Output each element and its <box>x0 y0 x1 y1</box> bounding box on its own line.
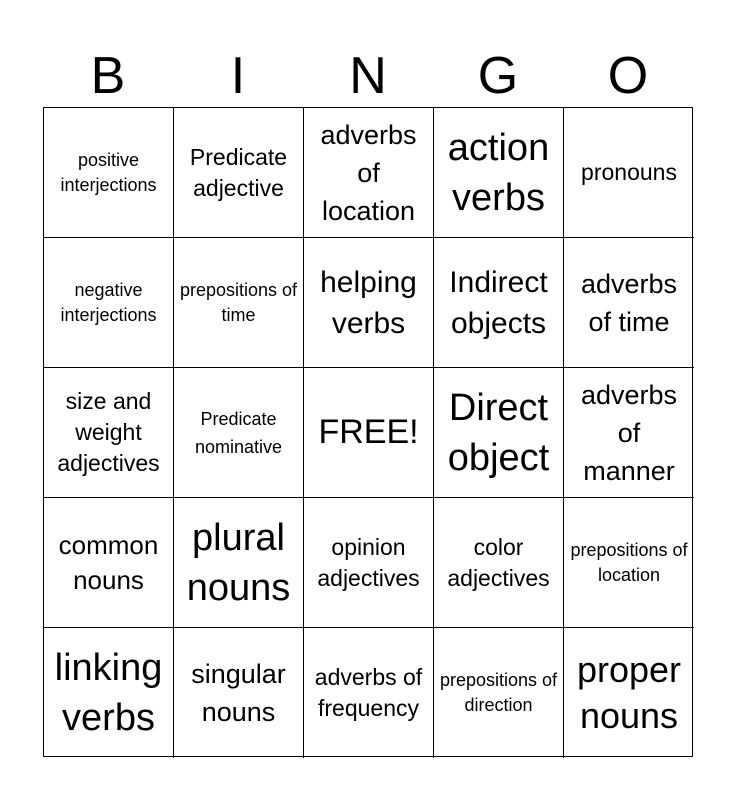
bingo-board <box>43 107 693 757</box>
bingo-cell-r2c1[interactable] <box>44 238 174 368</box>
bingo-cell-text: adverbs of manner <box>580 379 678 486</box>
bingo-cell-text: adverbs of time <box>580 268 678 337</box>
bingo-cell-text: positive interjections <box>60 149 157 195</box>
bingo-cell-r4c3[interactable] <box>304 498 434 628</box>
bingo-cell-text: prepositions of time <box>179 279 298 325</box>
bingo-header <box>43 44 693 108</box>
bingo-cell-text: Predicate adjective <box>189 143 288 201</box>
bingo-cell-text: FREE! <box>318 413 419 451</box>
bingo-cell-text: Indirect objects <box>449 265 548 340</box>
bingo-cell-text: common nouns <box>58 529 159 595</box>
bingo-cell-r3c5[interactable] <box>564 368 694 498</box>
bingo-cell-text: color adjectives <box>447 533 550 591</box>
bingo-cell-r1c5[interactable] <box>564 108 694 238</box>
bingo-cell-text: adverbs of frequency <box>314 664 423 721</box>
bingo-cell-r1c4[interactable] <box>434 108 564 238</box>
bingo-cell-text: action verbs <box>447 126 550 219</box>
header-letter-n: N <box>349 47 387 105</box>
bingo-cell-r2c3[interactable] <box>304 238 434 368</box>
bingo-cell-r5c5[interactable] <box>564 628 694 758</box>
bingo-cell-r1c3[interactable] <box>304 108 434 238</box>
bingo-cell-r3c1[interactable] <box>44 368 174 498</box>
header-letter-i: I <box>230 47 246 105</box>
bingo-cell-r4c2[interactable] <box>174 498 304 628</box>
bingo-cell-r5c4[interactable] <box>434 628 564 758</box>
bingo-cell-text: opinion adjectives <box>317 533 420 591</box>
bingo-cell-r2c4[interactable] <box>434 238 564 368</box>
bingo-cell-text: Direct object <box>447 386 550 479</box>
bingo-cell-text: adverbs of location <box>320 119 417 226</box>
bingo-cell-text: helping verbs <box>320 265 417 340</box>
bingo-cell-r2c5[interactable] <box>564 238 694 368</box>
bingo-cell-text: linking verbs <box>54 647 163 739</box>
bingo-cell-text: size and weight adjectives <box>57 388 160 476</box>
bingo-cell-r3c4[interactable] <box>434 368 564 498</box>
bingo-cell-text: pronouns <box>581 159 677 185</box>
bingo-cell-r4c5[interactable] <box>564 498 694 628</box>
bingo-cell-r2c2[interactable] <box>174 238 304 368</box>
header-letter-o: O <box>607 47 649 105</box>
bingo-cell-r5c3[interactable] <box>304 628 434 758</box>
bingo-cell-text: plural nouns <box>186 516 291 609</box>
bingo-cell-r5c1[interactable] <box>44 628 174 758</box>
bingo-cell-r1c2[interactable] <box>174 108 304 238</box>
bingo-cell-text: negative interjections <box>60 279 157 325</box>
bingo-cell-r3c3[interactable] <box>304 368 434 498</box>
bingo-cell-r4c1[interactable] <box>44 498 174 628</box>
bingo-cell-r3c2[interactable] <box>174 368 304 498</box>
bingo-cell-text: prepositions of direction <box>439 670 558 715</box>
bingo-cell-r1c1[interactable] <box>44 108 174 238</box>
bingo-cell-text: Predicate nominative <box>194 408 283 457</box>
bingo-cell-r5c2[interactable] <box>174 628 304 758</box>
header-letter-g: G <box>477 47 519 105</box>
bingo-cell-text: proper nouns <box>576 649 682 736</box>
bingo-cell-text: singular nouns <box>191 659 286 727</box>
header-letter-b: B <box>90 47 126 105</box>
bingo-cell-r4c4[interactable] <box>434 498 564 628</box>
bingo-cell-text: prepositions of location <box>570 539 688 585</box>
